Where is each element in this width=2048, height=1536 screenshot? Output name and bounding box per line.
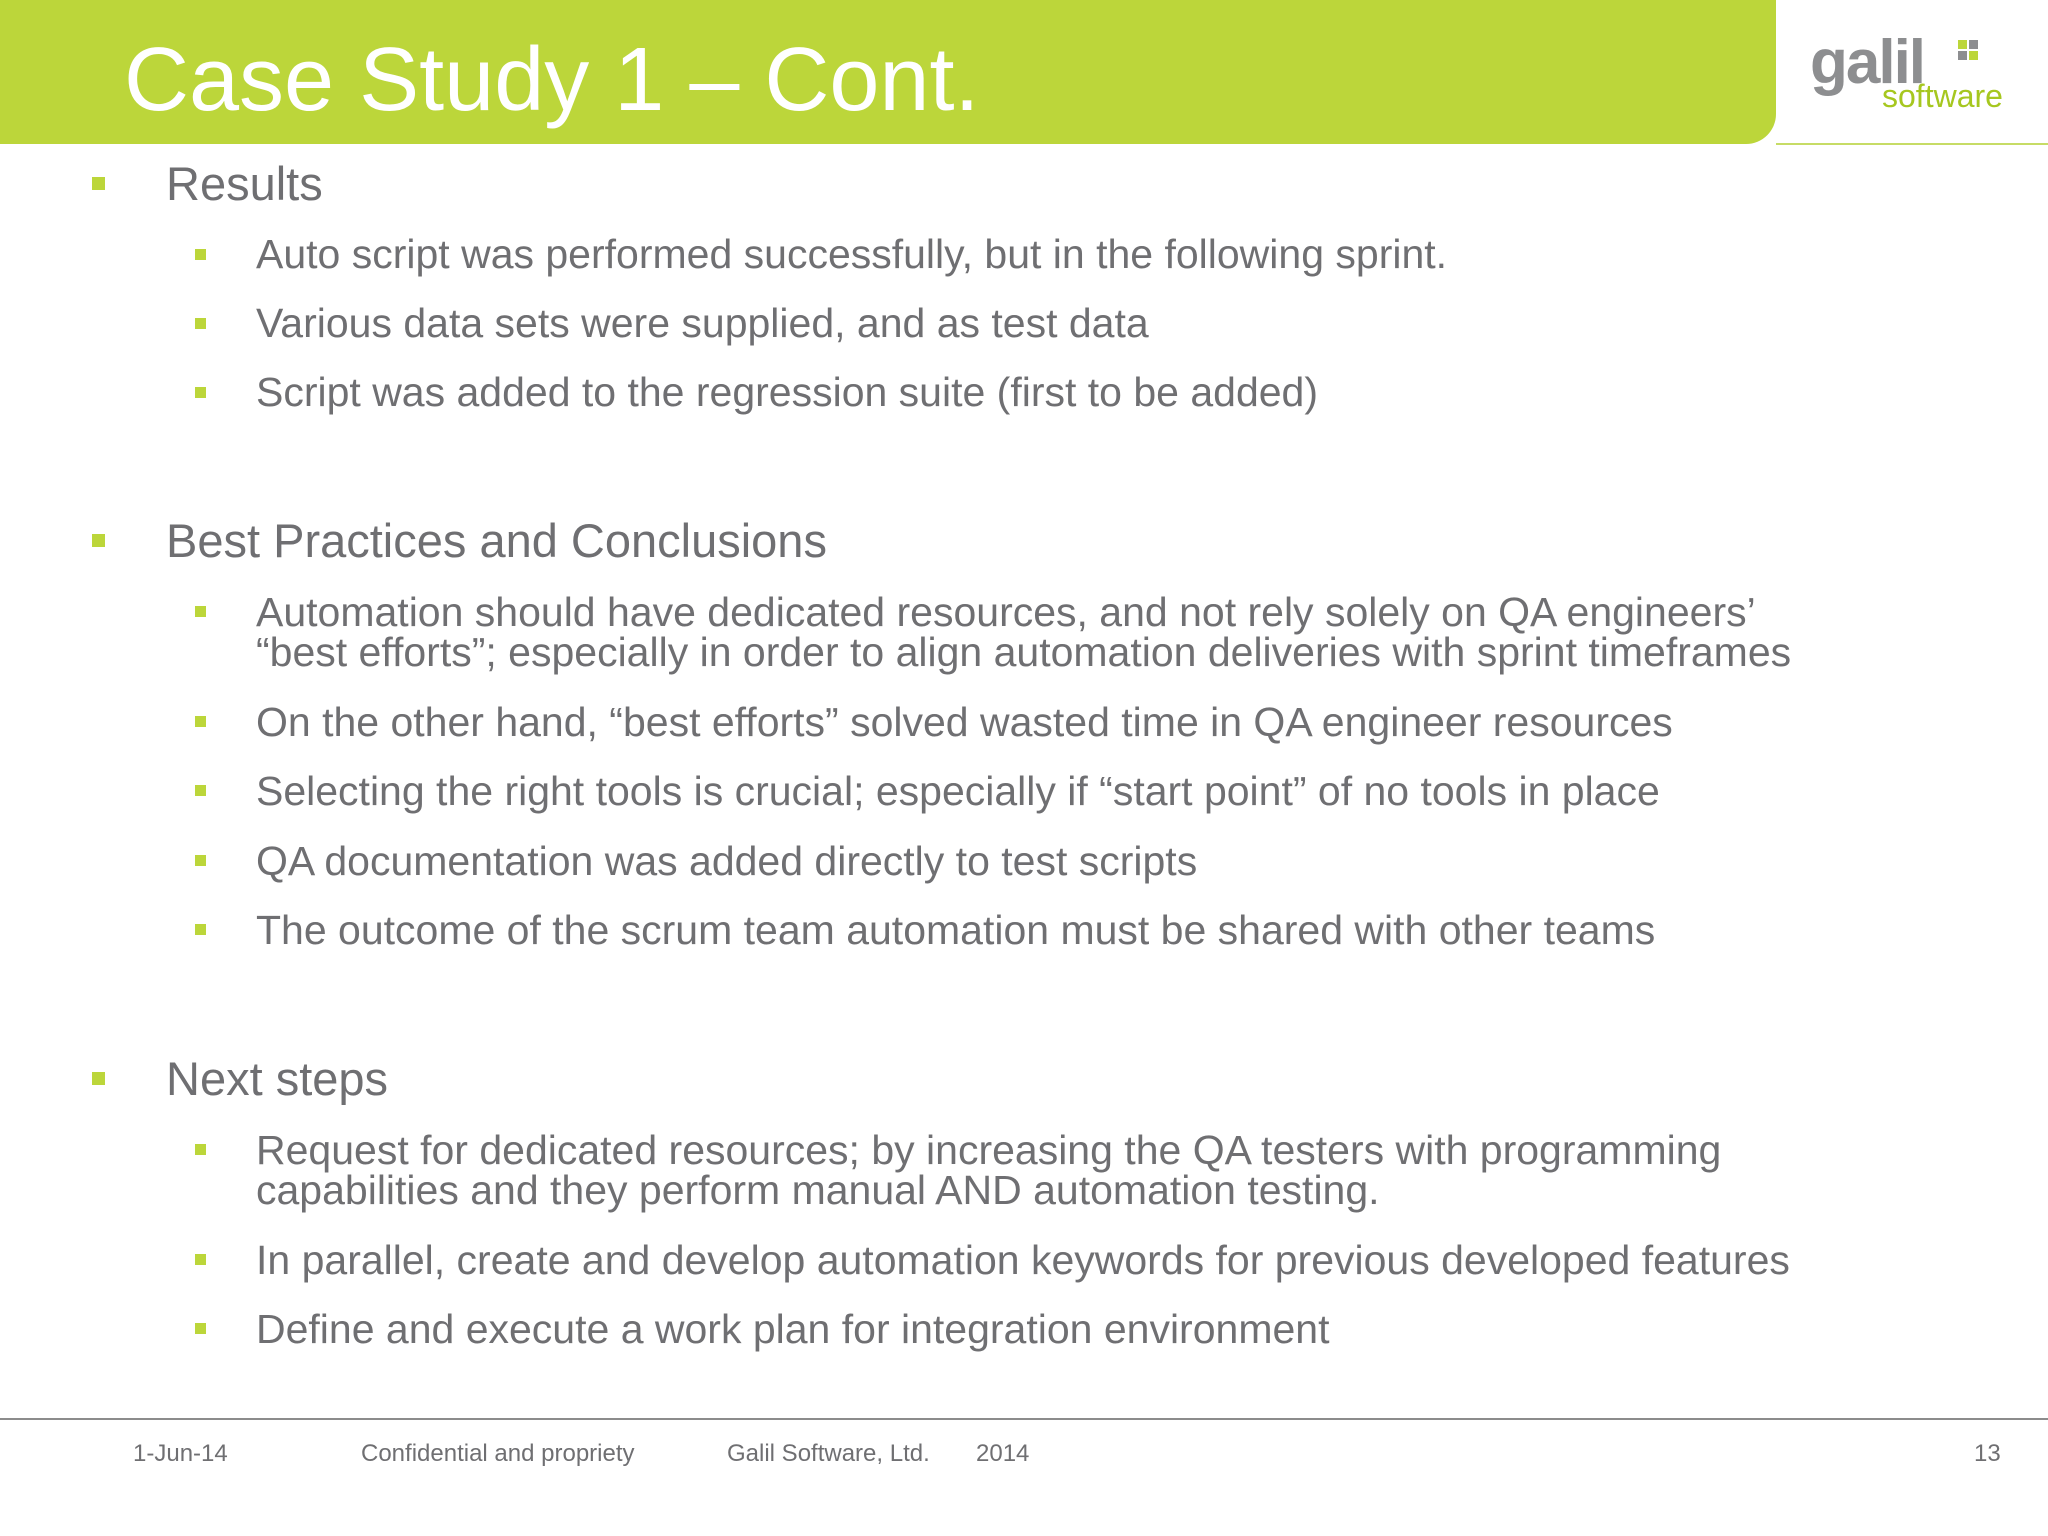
footer-date: 1-Jun-14 — [133, 1440, 228, 1467]
footer-divider — [0, 1418, 2048, 1420]
list-item: In parallel, create and develop automation keywords for previous developed features — [256, 1237, 1790, 1283]
section-bullet-icon — [92, 177, 105, 190]
title-band — [0, 0, 1776, 144]
logo-word-software: software — [1882, 78, 2003, 114]
company-logo — [1806, 28, 2016, 118]
list-item-line: capabilities and they perform manual AND automation testing. — [256, 1167, 1380, 1213]
footer-company: Galil Software, Ltd. — [727, 1440, 930, 1467]
list-item: On the other hand, “best efforts” solved wasted time in QA engineer resources — [256, 699, 1673, 745]
item-bullet-icon — [195, 318, 206, 329]
page-number: 13 — [1974, 1440, 2001, 1467]
list-item: Auto script was performed successfully, but in the following sprint. — [256, 231, 1448, 277]
item-bullet-icon — [195, 855, 206, 866]
list-item: Script was added to the regression suite (first to be added) — [256, 369, 1319, 415]
item-bullet-icon — [195, 1254, 206, 1265]
list-item-line: Automation should have dedicated resources, and not rely solely on QA engineers’ — [256, 589, 1756, 635]
list-item: Various data sets were supplied, and as test data — [256, 300, 1149, 346]
logo-dots-icon — [1958, 40, 1980, 62]
list-item: Selecting the right tools is crucial; especially if “start point” of no tools in place — [256, 768, 1660, 814]
list-item-line: “best efforts”; especially in order to align automation deliveries with sprint timeframes — [256, 629, 1792, 675]
item-bullet-icon — [195, 1323, 206, 1334]
item-bullet-icon — [195, 1144, 206, 1155]
item-bullet-icon — [195, 924, 206, 935]
item-bullet-icon — [195, 606, 206, 617]
logo-word-galil: galil — [1810, 28, 1925, 97]
list-item: Define and execute a work plan for integration environment — [256, 1306, 1330, 1352]
section-bullet-icon — [92, 534, 105, 547]
item-bullet-icon — [195, 785, 206, 796]
item-bullet-icon — [195, 249, 206, 260]
footer-year: 2014 — [976, 1440, 1030, 1467]
list-item: QA documentation was added directly to test scripts — [256, 838, 1198, 884]
item-bullet-icon — [195, 716, 206, 727]
footer-confidential: Confidential and propriety — [361, 1440, 635, 1467]
header-divider — [1776, 143, 2048, 145]
item-bullet-icon — [195, 387, 206, 398]
section-bullet-icon — [92, 1072, 105, 1085]
section-heading: Results — [166, 157, 323, 210]
list-item-line: Request for dedicated resources; by increasing the QA testers with programming — [256, 1127, 1722, 1173]
list-item: The outcome of the scrum team automation must be shared with other teams — [256, 907, 1656, 953]
section-heading: Next steps — [166, 1052, 389, 1105]
section-heading: Best Practices and Conclusions — [166, 514, 827, 567]
slide-title: Case Study 1 – Cont. — [124, 30, 980, 130]
